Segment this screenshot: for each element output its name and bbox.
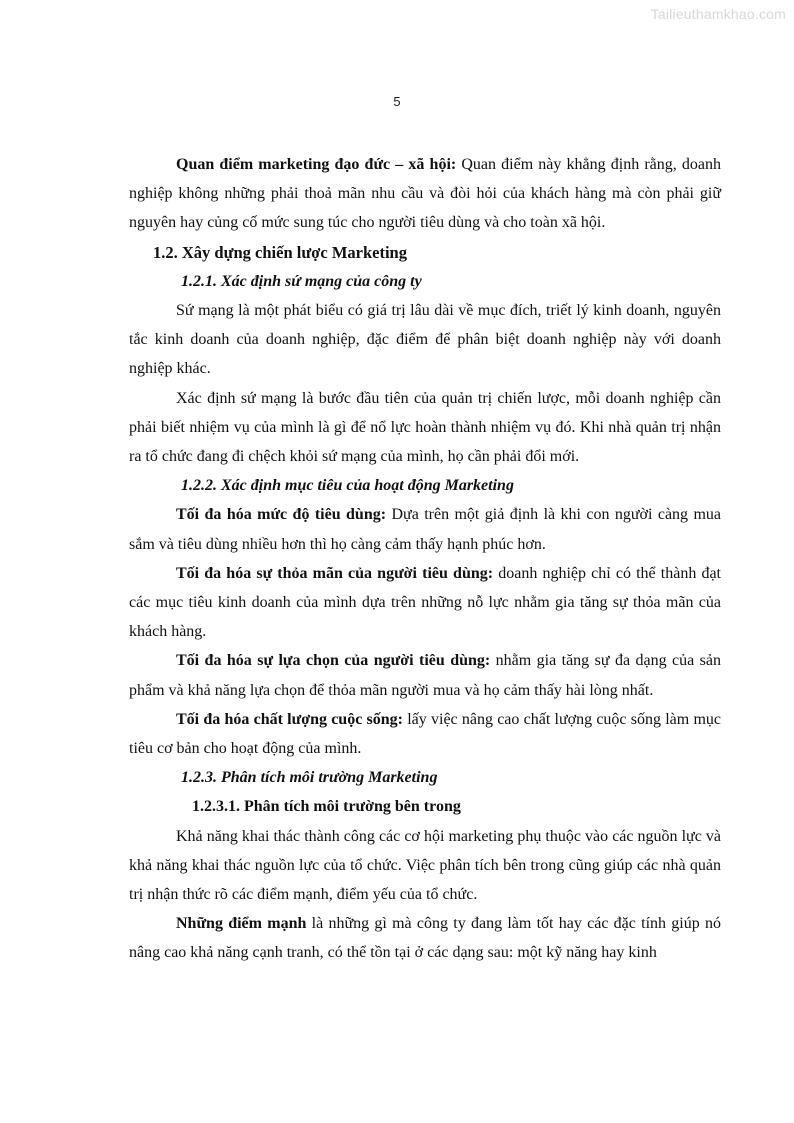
paragraph-text: lấy việc nâng cao chất lượng cuộc sống làm mục tiêu cơ bản cho hoạt động của mình. [129,710,721,758]
paragraph-strengths [129,909,721,967]
paragraph-lead: Những điểm mạnh [176,915,307,933]
paragraph-lead: Tối đa hóa mức độ tiêu dùng: [176,506,387,524]
paragraph-text: là những gì mà công ty đang làm tốt hay các đặc tính giúp nó nâng cao khả năng cạnh tranh, có thể tồn tại ở các dạng sau: một kỹ năng hay kinh [129,915,722,962]
heading-1-2-2: 1.2.2. Xác định mục tiêu của hoạt động Marketing [181,477,514,495]
paragraph-max-consumption [129,500,721,558]
paragraph-lead: Tối đa hóa sự thỏa mãn của người tiêu dùng: [176,564,494,582]
paragraph-mission-step: Xác định sứ mạng là bước đầu tiên của quản trị chiến lược, mỗi doanh nghiệp cần phải biết nhiệm vụ của mình là gì để nổ lực hoàn thành nhiệm vụ đó. Khi nhà quản trị nhận ra tổ chức đang đi chệch khỏi sứ mạng của mình, họ cần phải đổi mới. [129,389,721,466]
paragraph-lead: Tối đa hóa chất lượng cuộc sống: [176,710,403,728]
paragraph-max-quality [129,705,721,763]
paragraph-text: Quan điểm này khẳng định rằng, doanh nghiệp không những phải thoả mãn nhu cầu và đòi hỏi của khách hàng mà còn phải giữ nguyên hay củng cố mức sung túc cho người tiêu dùng và cho toàn xã hội. [129,156,721,232]
paragraph-max-satisfaction [129,559,721,647]
paragraph-text: doanh nghiệp chỉ có thể thành đạt các mục tiêu kinh doanh của mình dựa trên những nỗ lực nhằm gia tăng sự thỏa mãn của khách hàng. [129,564,722,641]
document-body [129,150,721,968]
heading-1-2-3-1: 1.2.3.1. Phân tích môi trường bên trong [192,798,461,816]
paragraph-lead: Tối đa hóa sự lựa chọn của người tiêu dùng: [176,652,491,670]
heading-1-2-3: 1.2.3. Phân tích môi trường Marketing [181,769,438,787]
heading-1-2-1: 1.2.1. Xác định sứ mạng của công ty [181,272,422,290]
paragraph-lead: Quan điểm marketing đạo đức – xã hội: [176,156,457,173]
page-number: 5 [393,94,401,109]
paragraph-max-choice [129,646,721,704]
paragraph-text: Dựa trên một giả định là khi con người càng mua sắm và tiêu dùng nhiều hơn thì họ càng cảm thấy hạnh phúc hơn. [129,506,721,553]
paragraph-mission-definition: Sứ mạng là một phát biểu có giá trị lâu dài về mục đích, triết lý kinh doanh, nguyên tắc kinh doanh của doanh nghiệp, đặc điểm để phân biệt doanh nghiệp này với doanh nghiệp khác. [129,302,721,378]
paragraph-internal-analysis: Khả năng khai thác thành công các cơ hội marketing phụ thuộc vào các nguồn lực và khả năng khai thác nguồn lực của tổ chức. Việc phân tích bên trong cũng giúp các nhà quản trị nhận thức rõ các điểm mạnh, điểm yếu của tổ chức. [129,827,721,904]
heading-1-2: 1.2. Xây dựng chiến lược Marketing [153,242,407,262]
paragraph-text: nhằm gia tăng sự đa dạng của sản phẩm và khả năng lựa chọn để thỏa mãn người mua và họ cảm thấy hài lòng nhất. [129,652,721,699]
paragraph-marketing-viewpoint [129,150,721,238]
watermark: Tailieuthamkhao.com [650,6,786,22]
